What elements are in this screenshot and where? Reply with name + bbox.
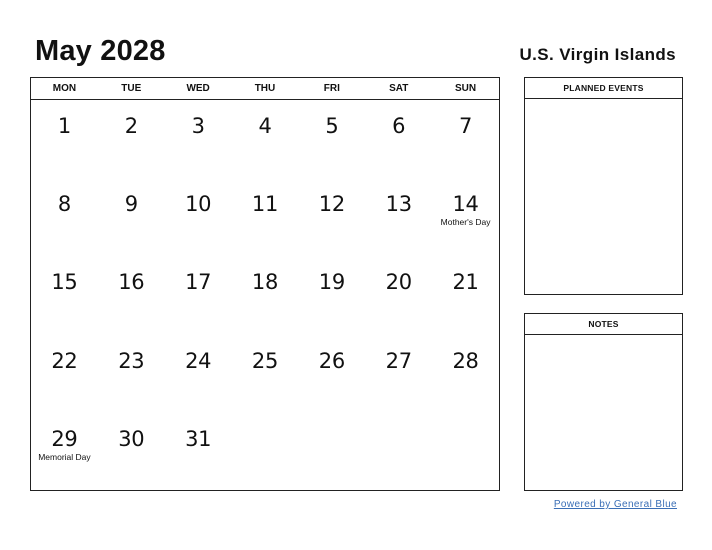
day-number: 14	[452, 192, 479, 217]
weeks-grid	[31, 100, 499, 491]
day-cell	[31, 100, 98, 178]
day-cell	[365, 256, 432, 334]
day-cell	[232, 413, 299, 491]
day-cell	[98, 413, 165, 491]
day-number: 4	[258, 114, 272, 138]
calendar-title: May 2028	[35, 35, 166, 67]
day-cell	[98, 256, 165, 334]
day-number: 27	[385, 348, 412, 373]
weekday-header: THU	[254, 83, 276, 94]
day-cell	[365, 413, 432, 491]
day-number: 12	[318, 192, 345, 217]
day-cell	[165, 256, 232, 334]
day-cell	[298, 100, 365, 178]
day-number: 28	[452, 348, 479, 373]
day-cell	[98, 100, 165, 178]
day-number: 26	[318, 348, 345, 373]
day-number: 10	[185, 192, 212, 217]
notes-panel	[524, 313, 683, 491]
day-cell	[232, 100, 299, 178]
day-number: 15	[51, 270, 78, 295]
day-number: 20	[385, 270, 412, 295]
day-cell	[298, 413, 365, 491]
day-cell	[365, 335, 432, 413]
day-cell	[98, 335, 165, 413]
day-number: 5	[325, 114, 339, 138]
day-number: 9	[124, 192, 138, 217]
region-label: U.S. Virgin Islands	[519, 45, 676, 64]
day-cell	[365, 100, 432, 178]
day-number: 6	[392, 114, 406, 138]
day-number: 8	[57, 192, 71, 217]
day-number: 13	[385, 192, 412, 217]
powered-by-link[interactable]: Powered by General Blue	[553, 499, 677, 510]
day-number: 22	[51, 348, 78, 373]
planned-events-header: PLANNED EVENTS	[525, 78, 682, 99]
day-number: 21	[452, 270, 479, 295]
day-number: 3	[191, 114, 205, 138]
day-cell	[98, 178, 165, 256]
weekday-header: MON	[52, 83, 77, 94]
day-cell	[432, 178, 499, 256]
day-cell	[31, 335, 98, 413]
day-cell	[31, 178, 98, 256]
day-cell	[165, 413, 232, 491]
day-cell	[232, 335, 299, 413]
day-cell	[232, 256, 299, 334]
weekday-header: TUE	[121, 83, 142, 94]
day-cell	[432, 100, 499, 178]
day-number: 24	[185, 348, 212, 373]
weekday-header-row	[31, 78, 499, 100]
day-cell	[298, 178, 365, 256]
day-number: 30	[118, 426, 145, 451]
day-number: 19	[318, 270, 345, 295]
day-cell	[165, 178, 232, 256]
day-cell	[298, 335, 365, 413]
day-cell	[31, 256, 98, 334]
month-grid	[30, 77, 500, 491]
weekday-header: WED	[186, 83, 210, 94]
day-number: 31	[185, 426, 212, 451]
day-cell	[432, 335, 499, 413]
day-cell	[432, 256, 499, 334]
day-number: 2	[124, 114, 138, 138]
day-number: 17	[185, 270, 212, 295]
day-number: 7	[459, 114, 473, 138]
day-cell	[432, 413, 499, 491]
day-cell	[31, 413, 98, 491]
planned-events-panel	[524, 77, 683, 295]
day-number: 23	[118, 348, 145, 373]
holiday-label: Mother's Day	[440, 217, 491, 228]
day-cell	[298, 256, 365, 334]
day-number: 11	[251, 192, 279, 217]
day-number: 16	[118, 270, 145, 295]
weekday-header: SUN	[455, 83, 477, 94]
day-cell	[232, 178, 299, 256]
day-cell	[165, 335, 232, 413]
day-number: 29	[51, 426, 78, 451]
holiday-label: Memorial Day	[38, 451, 91, 462]
weekday-header: SAT	[389, 83, 409, 94]
day-number: 25	[251, 348, 279, 373]
weekday-header: FRI	[323, 83, 340, 94]
day-cell	[365, 178, 432, 256]
day-number: 18	[251, 270, 279, 295]
notes-header: NOTES	[525, 314, 682, 335]
day-number: 1	[57, 114, 71, 138]
day-cell	[165, 100, 232, 178]
